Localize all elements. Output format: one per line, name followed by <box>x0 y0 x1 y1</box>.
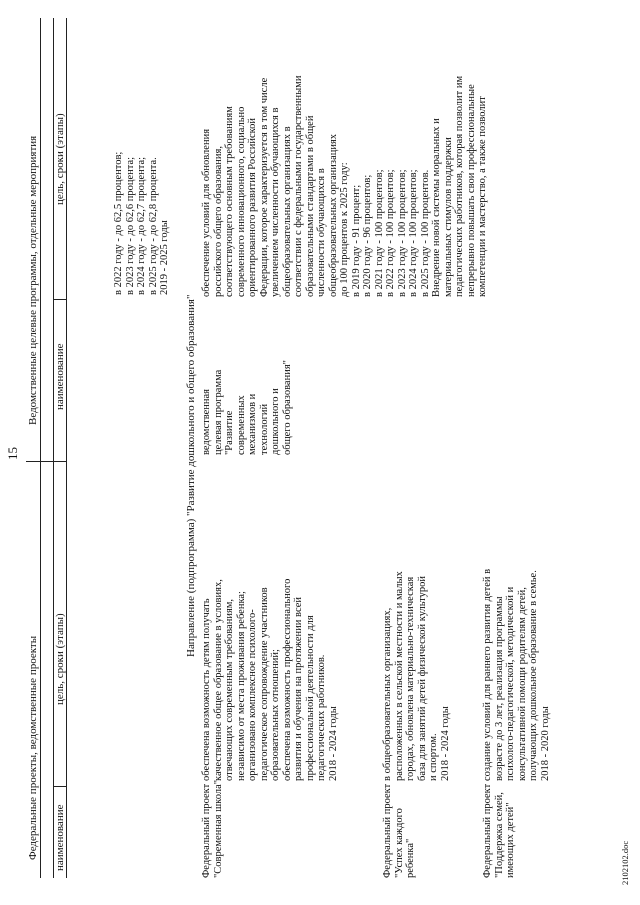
goal-line: увеличением численности обучающихся в <box>270 107 281 297</box>
carry-over-line: 2019 - 2025 годы <box>159 220 170 295</box>
goal-line: численности обучающихся в <box>316 168 327 297</box>
goal-line: в 2021 году - 100 процентов; <box>373 169 385 297</box>
goal-line: российского общего образования, <box>212 146 224 297</box>
goal-line: получающих дошкольное образование в семье. <box>528 570 539 781</box>
project-name-line: "Поддержка семей, <box>493 792 505 878</box>
header-col-goal-right: цель, сроки (этапы) <box>54 113 66 205</box>
goal-line: образовательных отношений; <box>270 649 281 781</box>
header-left-group: Федеральные проекты, ведомственные проекты <box>27 635 39 860</box>
goal-line: педагогических работников. <box>316 654 327 781</box>
goal-line: возрасте до 3 лет, реализация программы <box>493 596 505 781</box>
goal-line: в 2022 году - 100 процентов; <box>385 169 396 297</box>
goal-line: педагогическое сопровождение участников <box>258 587 270 781</box>
carry-over-block <box>113 152 171 295</box>
goal-line: компетенции и мастерство, а также позволит <box>477 96 488 297</box>
goal-line: ориентированного развития Российской <box>247 117 258 297</box>
goal-line: и спортом. <box>428 733 439 781</box>
project-goal-school <box>201 579 339 781</box>
program-name-line: целевая программа <box>212 369 224 455</box>
column-divider-center <box>26 461 66 462</box>
goal-line: база для занятий детей физической культурой <box>416 576 428 781</box>
goal-line: современного инновационного, социально <box>235 106 247 297</box>
goal-line: материальных стимулов поддержки <box>442 137 454 297</box>
program-name-line: технологий <box>258 403 270 455</box>
project-name-line: "Успех каждого <box>393 808 405 878</box>
goal-line: обеспечение условий для обновления <box>201 128 212 297</box>
goal-line: развития и обучения на протяжении всей <box>293 596 304 781</box>
goal-line: в общеобразовательных организациях, <box>382 607 393 781</box>
goal-line: обеспечена возможность профессионального <box>281 578 293 781</box>
goal-line: 2018 - 2020 годы <box>539 706 551 781</box>
page-number: 15 <box>5 447 20 460</box>
project-name-line: Федеральный проект <box>382 783 393 878</box>
goal-line: непрерывно повышать свои профессиональные <box>465 84 477 297</box>
program-name-line: ведомственная <box>201 389 212 455</box>
program-name-line: механизмов и <box>247 393 258 455</box>
footer-filename: 2102102.doc <box>620 840 630 885</box>
project-name-line: имеющих детей" <box>505 802 516 878</box>
goal-line: общеобразовательных организациях в <box>281 126 293 297</box>
goal-line: психолого-педагогической, методической и <box>505 586 516 781</box>
header-col-name-left: наименование <box>54 804 66 871</box>
program-name-line: дошкольного и <box>270 388 281 455</box>
section-title: Направление (подпрограмма) "Развитие дошкольного и общего образования" <box>185 294 197 657</box>
goal-line: в 2024 году - 100 процентов; <box>408 169 419 297</box>
program-name <box>201 360 293 455</box>
goal-line: 2018 - 2024 годы <box>327 706 339 781</box>
goal-line: обеспечена возможность детям получать <box>201 598 212 781</box>
project-name-line: ребенка" <box>405 838 416 878</box>
carry-over-line: в 2025 году - до 62,8 процента. <box>147 157 159 295</box>
project-name-line: Федеральный проект <box>201 783 212 878</box>
project-name-families <box>482 784 517 878</box>
goal-line: в 2019 году - 91 процент; <box>350 184 362 297</box>
goal-line: организовано комплексное психолого- <box>247 609 258 781</box>
goal-line: качественное общее образование в условиях, <box>212 579 224 781</box>
goal-line: педагогических работников, которая позволит им <box>454 75 465 297</box>
project-name-success <box>382 784 417 878</box>
goal-line: независимо от места проживания ребенка; <box>235 591 247 781</box>
program-name-line: общего образования" <box>281 360 293 455</box>
goal-line: 2018 - 2024 годы <box>439 706 451 781</box>
program-goal <box>201 76 489 297</box>
header-col-goal-left: цель, сроки (этапы) <box>54 613 66 705</box>
goal-line: до 100 процентов к 2025 году: <box>339 162 350 297</box>
carry-over-line: в 2023 году - до 62,6 процента; <box>124 156 136 295</box>
header-bottom-border <box>66 18 67 878</box>
header-col-name-right: наименование <box>54 343 66 410</box>
goal-line: отвечающих современным требованиям, <box>224 598 235 781</box>
project-name-school <box>201 780 224 878</box>
goal-line: в 2020 году - 96 процентов; <box>362 174 373 297</box>
goal-line: в 2025 году - 100 процентов. <box>419 169 431 297</box>
goal-line: соответствии с федеральными государственными <box>293 75 304 297</box>
project-goal-success <box>382 571 451 781</box>
header-right-group: Ведомственные целевые программы, отдельные мероприятия <box>27 135 39 425</box>
goal-line: образовательными стандартами в общей <box>304 115 316 297</box>
goal-line: соответствующего основным требованиям <box>224 106 235 297</box>
project-name-line: "Современная школа" <box>212 779 224 878</box>
goal-line: в 2023 году - 100 процентов; <box>396 169 408 297</box>
carry-over-line: в 2022 году - до 62,5 процентов; <box>113 151 124 295</box>
program-name-line: "Развитие <box>224 410 235 455</box>
goal-line: Внедрение новой системы моральных и <box>431 118 442 297</box>
goal-line: создание условий для раннего развития детей в <box>482 568 493 781</box>
table-top-border <box>40 18 41 878</box>
goal-line: общеобразовательных организациях <box>327 133 339 297</box>
goal-line: Федерации, которое характеризуется в том числе <box>258 77 270 297</box>
goal-line: консультативной помощи родителям детей, <box>516 587 528 781</box>
project-goal-families <box>482 569 551 781</box>
carry-over-line: в 2024 году - до 62,7 процента; <box>136 156 147 295</box>
column-divider-right <box>53 299 66 300</box>
program-name-line: современных <box>235 395 247 455</box>
goal-line: профессиональной деятельности для <box>304 615 316 781</box>
goal-line: расположенных в сельской местности и малых <box>393 571 405 781</box>
goal-line: городах, обновлена материально-техническая <box>405 576 416 781</box>
column-divider-left <box>53 786 66 787</box>
project-name-line: Федеральный проект <box>482 783 493 878</box>
